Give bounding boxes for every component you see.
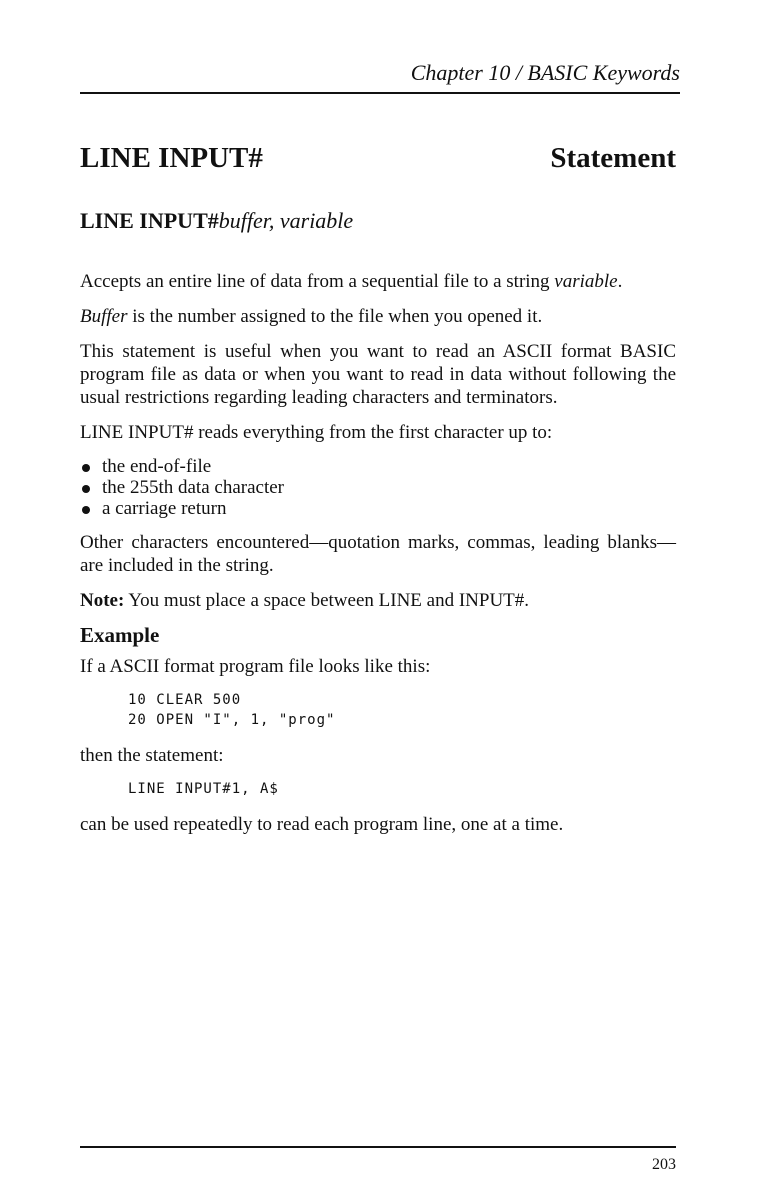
example-intro: If a ASCII format program file looks like this:	[80, 656, 431, 677]
entry-title	[80, 142, 676, 175]
statement-code	[128, 779, 676, 799]
example-heading: Example	[80, 623, 160, 647]
code-line: LINE INPUT#1, A$	[128, 781, 279, 797]
note-text: You must place a space between LINE and INPUT#.	[124, 590, 530, 611]
terminator-list	[80, 456, 676, 519]
syntax-keyword: LINE INPUT#	[80, 208, 219, 233]
paragraph-other-chars: Other characters encountered—quotation marks, commas, leading blanks—are included in the string.	[80, 532, 676, 576]
page-number: 203	[652, 1156, 676, 1173]
note-label: Note:	[80, 590, 125, 611]
paragraph-description: Accepts an entire line of data from a sequential file to a string variable.	[80, 271, 623, 292]
list-item: the end-of-file	[80, 456, 676, 477]
example-closing: can be used repeatedly to read each program line, one at a time.	[80, 814, 564, 835]
note	[80, 589, 676, 612]
code-block	[128, 690, 676, 730]
keyword-type: Statement	[550, 142, 676, 174]
keyword-title: LINE INPUT#	[80, 142, 263, 174]
list-item: the 255th data character	[80, 477, 676, 498]
example-then: then the statement:	[80, 745, 224, 766]
code-line: 20 OPEN "I", 1, "prog"	[128, 712, 336, 728]
code-line: 10 CLEAR 500	[128, 692, 242, 708]
syntax-line	[80, 208, 353, 234]
body-content	[80, 270, 676, 848]
running-head: Chapter 10 / BASIC Keywords	[80, 60, 680, 94]
buffer-term: Buffer	[80, 306, 128, 327]
paragraph-reads: LINE INPUT# reads everything from the first character up to:	[80, 422, 553, 443]
footer-rule	[80, 1146, 676, 1148]
variable-term: variable	[554, 271, 618, 292]
paragraph-buffer: Buffer is the number assigned to the file when you opened it.	[80, 306, 543, 327]
syntax-args: buffer, variable	[218, 208, 354, 233]
list-item: a carriage return	[80, 498, 676, 519]
paragraph-usage: This statement is useful when you want to read an ASCII format BASIC program file as data or when you want to read in data without following the usual restrictions regarding leading characters and terminators.	[80, 341, 676, 408]
